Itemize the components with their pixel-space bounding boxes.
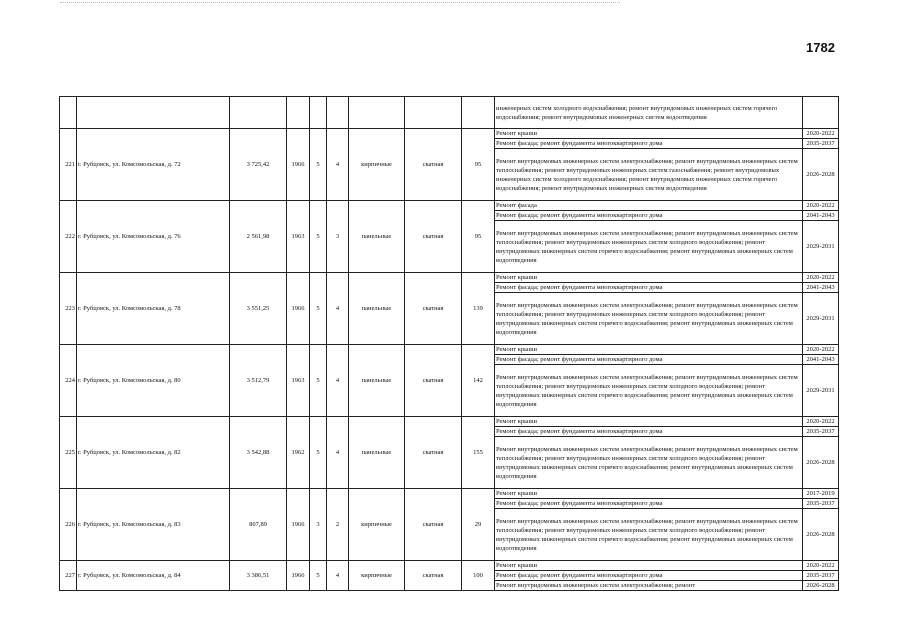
repair-period: 2026-2028	[803, 149, 839, 201]
house-address: г. Рубцовск, ул. Комсомольская, д. 80	[77, 345, 230, 417]
repair-period: 2035-2037	[803, 499, 839, 509]
roof-type: скатная	[405, 417, 462, 489]
repair-work-type: Ремонт внутридомовых инженерных систем электроснабжения; ремонт внутридомовых инженерных систем теплоснабжения; ремонт внутридомовых инженерных систем холодного водоснабжения; ремонт внутридомовых инженерных систем горячего водоснабжения; ремонт внутридомовых инженерных систем водоотведения	[495, 509, 803, 561]
repair-period: 2035-2037	[803, 139, 839, 149]
house-area	[230, 97, 287, 129]
entrance-count: 4	[327, 129, 349, 201]
floor-count: 5	[310, 417, 327, 489]
table-row	[60, 417, 839, 427]
entrance-count: 4	[327, 561, 349, 591]
repair-period: 2026-2028	[803, 437, 839, 489]
house-number: 225	[60, 417, 77, 489]
repair-period: 2020-2022	[803, 201, 839, 211]
page-number: 1782	[806, 40, 835, 55]
table-row	[60, 489, 839, 499]
resident-count: 142	[462, 345, 495, 417]
resident-count: 95	[462, 129, 495, 201]
entrance-count: 4	[327, 417, 349, 489]
build-year: 1966	[287, 561, 310, 591]
repair-work-type: Ремонт крыши	[495, 417, 803, 427]
wall-material: панельные	[349, 201, 405, 273]
table-row	[60, 129, 839, 139]
wall-material: кирпичные	[349, 561, 405, 591]
table-row	[60, 201, 839, 211]
repair-period: 2029-2031	[803, 365, 839, 417]
resident-count: 139	[462, 273, 495, 345]
build-year: 1966	[287, 129, 310, 201]
wall-material: панельные	[349, 345, 405, 417]
house-number: 226	[60, 489, 77, 561]
house-area: 3 551,25	[230, 273, 287, 345]
repair-work-type: Ремонт внутридомовых инженерных систем электроснабжения; ремонт внутридомовых инженерных систем теплоснабжения; ремонт внутридомовых инженерных систем холодного водоснабжения; ремонт внутридомовых инженерных систем горячего водоснабжения; ремонт внутридомовых инженерных систем водоотведения	[495, 293, 803, 345]
repair-period: 2020-2022	[803, 417, 839, 427]
resident-count: 29	[462, 489, 495, 561]
floor-count: 5	[310, 345, 327, 417]
repair-work-type: Ремонт фасада; ремонт фундамента многоквартирного дома	[495, 355, 803, 365]
wall-material: панельные	[349, 273, 405, 345]
housing-repair-table	[59, 96, 839, 591]
roof-type: скатная	[405, 561, 462, 591]
roof-type	[405, 97, 462, 129]
floor-count: 5	[310, 201, 327, 273]
repair-period: 2020-2022	[803, 345, 839, 355]
house-area: 3 386,51	[230, 561, 287, 591]
table-row	[60, 345, 839, 355]
entrance-count: 2	[327, 489, 349, 561]
repair-work-type: Ремонт фасада; ремонт фундамента многоквартирного дома	[495, 571, 803, 581]
entrance-count: 4	[327, 273, 349, 345]
build-year: 1966	[287, 489, 310, 561]
repair-work-type: Ремонт внутридомовых инженерных систем электроснабжения; ремонт внутридомовых инженерных систем теплоснабжения; ремонт внутридомовых инженерных систем холодного водоснабжения; ремонт внутридомовых инженерных систем горячего водоснабжения; ремонт внутридомовых инженерных систем водоотведения	[495, 437, 803, 489]
repair-work-type: Ремонт внутридомовых инженерных систем электроснабжения; ремонт	[495, 581, 803, 591]
build-year	[287, 97, 310, 129]
repair-work-type: Ремонт фасада; ремонт фундамента многоквартирного дома	[495, 283, 803, 293]
entrance-count	[327, 97, 349, 129]
repair-work-type: Ремонт крыши	[495, 345, 803, 355]
repair-work-type: Ремонт крыши	[495, 561, 803, 571]
repair-work-type: Ремонт фасада; ремонт фундамента многоквартирного дома	[495, 499, 803, 509]
repair-work-type: Ремонт внутридомовых инженерных систем электроснабжения; ремонт внутридомовых инженерных систем теплоснабжения; ремонт внутридомовых инженерных систем газоснабжения; ремонт внутридомовых инженерных систем холодного водоснабжения; ремонт внутридомовых инженерных систем горячего водоснабжения; ремонт внутридомовых инженерных систем водоотведения	[495, 149, 803, 201]
floor-count: 5	[310, 561, 327, 591]
floor-count: 5	[310, 273, 327, 345]
house-address: г. Рубцовск, ул. Комсомольская, д. 78	[77, 273, 230, 345]
repair-work-type: Ремонт крыши	[495, 273, 803, 283]
house-number: 221	[60, 129, 77, 201]
repair-period: 2029-2031	[803, 221, 839, 273]
roof-type: скатная	[405, 489, 462, 561]
floor-count: 5	[310, 129, 327, 201]
build-year: 1963	[287, 345, 310, 417]
build-year: 1962	[287, 417, 310, 489]
house-number: 222	[60, 201, 77, 273]
resident-count: 95	[462, 201, 495, 273]
repair-work-type: Ремонт фасада; ремонт фундамента многоквартирного дома	[495, 211, 803, 221]
table-row	[60, 97, 839, 129]
entrance-count: 4	[327, 345, 349, 417]
floor-count: 3	[310, 489, 327, 561]
build-year: 1963	[287, 201, 310, 273]
build-year: 1966	[287, 273, 310, 345]
repair-work-type: Ремонт крыши	[495, 489, 803, 499]
repair-period: 2017-2019	[803, 489, 839, 499]
wall-material: панельные	[349, 417, 405, 489]
resident-count: 155	[462, 417, 495, 489]
roof-type: скатная	[405, 129, 462, 201]
house-area: 3 725,42	[230, 129, 287, 201]
repair-work-type: Ремонт фасада; ремонт фундамента многоквартирного дома	[495, 139, 803, 149]
repair-period	[803, 97, 839, 129]
repair-work-type: Ремонт фасада; ремонт фундамента многоквартирного дома	[495, 427, 803, 437]
repair-period: 2026-2028	[803, 509, 839, 561]
wall-material: кирпичные	[349, 489, 405, 561]
table-row	[60, 273, 839, 283]
repair-work-type: Ремонт внутридомовых инженерных систем электроснабжения; ремонт внутридомовых инженерных систем теплоснабжения; ремонт внутридомовых инженерных систем холодного водоснабжения; ремонт внутридомовых инженерных систем горячего водоснабжения; ремонт внутридомовых инженерных систем водоотведения	[495, 221, 803, 273]
wall-material	[349, 97, 405, 129]
house-area: 3 542,88	[230, 417, 287, 489]
repair-period: 2041-2043	[803, 283, 839, 293]
house-address: г. Рубцовск, ул. Комсомольская, д. 82	[77, 417, 230, 489]
resident-count: 100	[462, 561, 495, 591]
house-number	[60, 97, 77, 129]
repair-period: 2026-2028	[803, 581, 839, 591]
roof-type: скатная	[405, 345, 462, 417]
house-number: 224	[60, 345, 77, 417]
entrance-count: 3	[327, 201, 349, 273]
house-area: 807,89	[230, 489, 287, 561]
repair-period: 2035-2037	[803, 571, 839, 581]
wall-material: кирпичные	[349, 129, 405, 201]
repair-period: 2035-2037	[803, 427, 839, 437]
house-number: 223	[60, 273, 77, 345]
house-address: г. Рубцовск, ул. Комсомольская, д. 84	[77, 561, 230, 591]
repair-period: 2041-2043	[803, 211, 839, 221]
repair-period: 2020-2022	[803, 561, 839, 571]
scan-artifact	[60, 2, 620, 6]
repair-work-type: Ремонт внутридомовых инженерных систем электроснабжения; ремонт внутридомовых инженерных систем теплоснабжения; ремонт внутридомовых инженерных систем холодного водоснабжения; ремонт внутридомовых инженерных систем горячего водоснабжения; ремонт внутридомовых инженерных систем водоотведения	[495, 365, 803, 417]
repair-period: 2020-2022	[803, 129, 839, 139]
roof-type: скатная	[405, 273, 462, 345]
repair-period: 2029-2031	[803, 293, 839, 345]
repair-work-type: Ремонт крыши	[495, 129, 803, 139]
house-address: г. Рубцовск, ул. Комсомольская, д. 72	[77, 129, 230, 201]
floor-count	[310, 97, 327, 129]
repair-period: 2020-2022	[803, 273, 839, 283]
repair-work-type: Ремонт фасада	[495, 201, 803, 211]
house-area: 2 561,98	[230, 201, 287, 273]
house-address: г. Рубцовск, ул. Комсомольская, д. 76	[77, 201, 230, 273]
house-number: 227	[60, 561, 77, 591]
roof-type: скатная	[405, 201, 462, 273]
repair-work-type: инженерных систем холодного водоснабжения; ремонт внутридомовых инженерных систем горячего водоснабжения; ремонт внутридомовых инженерных систем водоотведения	[495, 97, 803, 129]
table-row	[60, 561, 839, 571]
house-address	[77, 97, 230, 129]
resident-count	[462, 97, 495, 129]
house-area: 3 512,79	[230, 345, 287, 417]
repair-period: 2041-2043	[803, 355, 839, 365]
house-address: г. Рубцовск, ул. Комсомольская, д. 83	[77, 489, 230, 561]
